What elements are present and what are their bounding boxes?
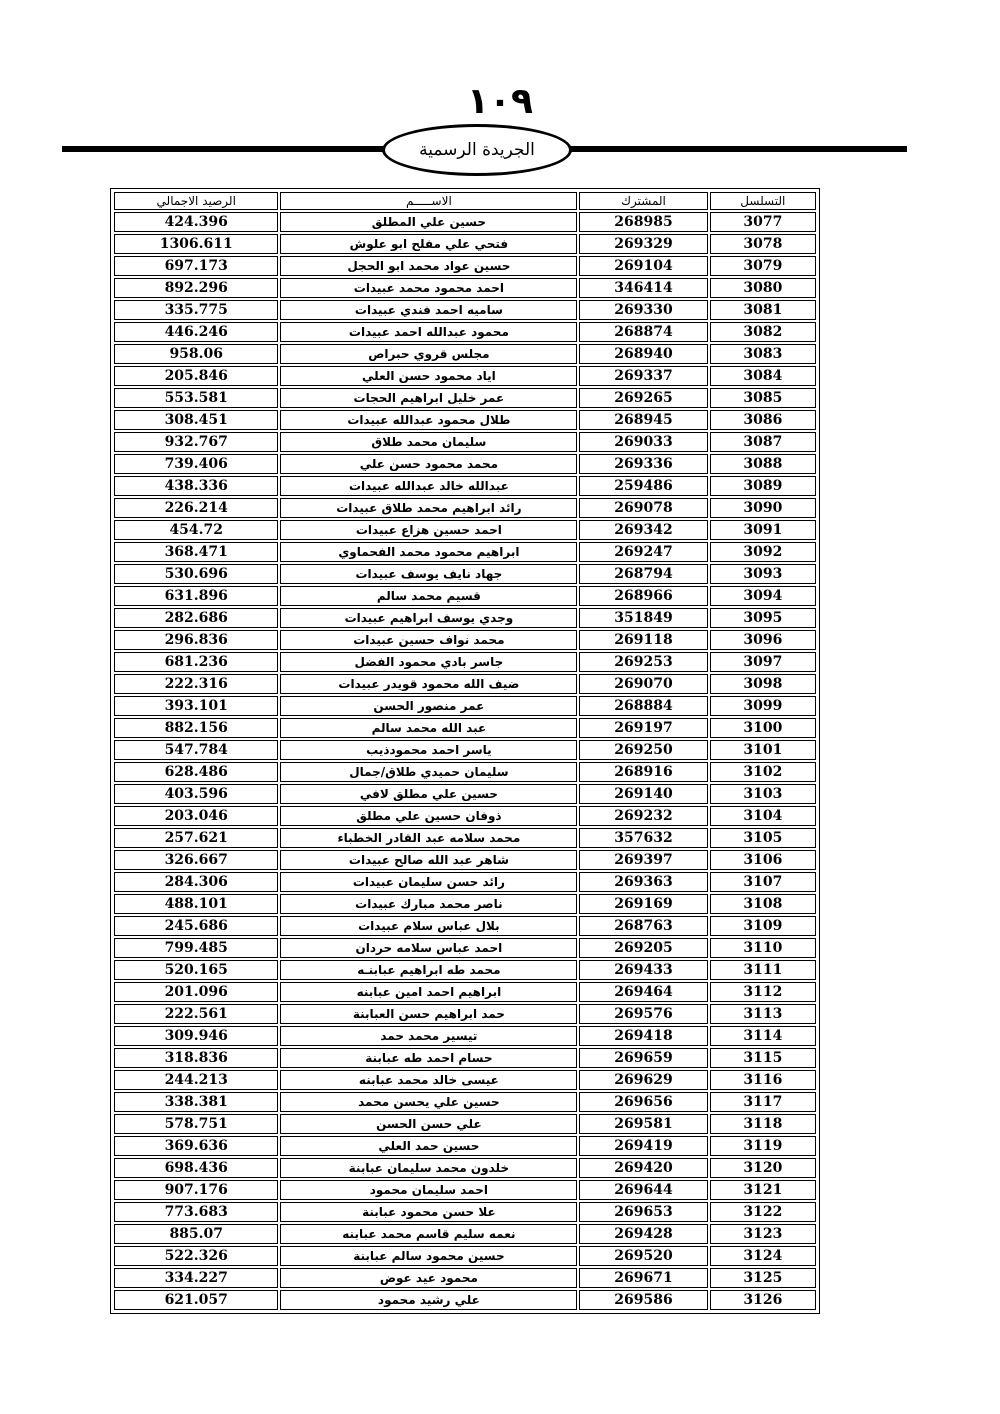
table-row — [114, 740, 816, 760]
table-row — [114, 872, 816, 892]
masthead-title: الجريدة الرسمية — [419, 140, 535, 160]
name-cell: نعمه سليم قاسم محمد عبابنه — [280, 1224, 577, 1244]
table-row — [114, 1048, 816, 1068]
name-cell: ساميه احمد فندي عبيدات — [280, 300, 577, 320]
table-row — [114, 564, 816, 584]
subscriber-cell: 268763 — [579, 916, 707, 936]
table-row — [114, 410, 816, 430]
table-row — [114, 630, 816, 650]
serial-cell: 3119 — [710, 1136, 816, 1156]
subscriber-cell: 269337 — [579, 366, 707, 386]
name-cell: ياسر احمد محمودذيب — [280, 740, 577, 760]
header-name: الاســـــم — [280, 192, 577, 210]
serial-cell: 3081 — [710, 300, 816, 320]
serial-cell: 3077 — [710, 212, 816, 232]
balance-cell: 245.686 — [114, 916, 278, 936]
balance-cell: 454.72 — [114, 520, 278, 540]
balance-cell: 205.846 — [114, 366, 278, 386]
table-row — [114, 520, 816, 540]
name-cell: رائد حسن سليمان عبيدات — [280, 872, 577, 892]
name-cell: عبد الله محمد سالم — [280, 718, 577, 738]
name-cell: جاسر بادي محمود الفضل — [280, 652, 577, 672]
subscriber-cell: 269520 — [579, 1246, 707, 1266]
balance-cell: 403.596 — [114, 784, 278, 804]
serial-cell: 3112 — [710, 982, 816, 1002]
table-row — [114, 322, 816, 342]
table-row — [114, 234, 816, 254]
serial-cell: 3089 — [710, 476, 816, 496]
name-cell: علي حسن الحسن — [280, 1114, 577, 1134]
subscriber-cell: 269330 — [579, 300, 707, 320]
serial-cell: 3098 — [710, 674, 816, 694]
serial-cell: 3126 — [710, 1290, 816, 1310]
name-cell: مجلس قروي حبراص — [280, 344, 577, 364]
page-number: ١٠٩ — [467, 81, 533, 122]
balance-cell: 958.06 — [114, 344, 278, 364]
table-row — [114, 542, 816, 562]
serial-cell: 3083 — [710, 344, 816, 364]
table-row — [114, 894, 816, 914]
subscriber-cell: 269464 — [579, 982, 707, 1002]
table-body — [114, 212, 816, 1310]
name-cell: تيسير محمد حمد — [280, 1026, 577, 1046]
subscriber-cell: 269033 — [579, 432, 707, 452]
balance-cell: 882.156 — [114, 718, 278, 738]
balance-cell: 547.784 — [114, 740, 278, 760]
table-row — [114, 1246, 816, 1266]
subscriber-cell: 269336 — [579, 454, 707, 474]
subscriber-cell: 269140 — [579, 784, 707, 804]
table-row — [114, 1224, 816, 1244]
serial-cell: 3109 — [710, 916, 816, 936]
subscriber-cell: 269418 — [579, 1026, 707, 1046]
subscriber-cell: 268884 — [579, 696, 707, 716]
serial-cell: 3100 — [710, 718, 816, 738]
header-subscriber: المشترك — [579, 192, 707, 210]
name-cell: حمد ابراهيم حسن العبابنة — [280, 1004, 577, 1024]
name-cell: حسين علي يحسن محمد — [280, 1092, 577, 1112]
balance-cell: 698.436 — [114, 1158, 278, 1178]
table-row — [114, 696, 816, 716]
table-row — [114, 982, 816, 1002]
serial-cell: 3093 — [710, 564, 816, 584]
table-row — [114, 960, 816, 980]
table-row — [114, 344, 816, 364]
name-cell: عمر منصور الحسن — [280, 696, 577, 716]
balance-cell: 318.836 — [114, 1048, 278, 1068]
subscriber-cell: 269419 — [579, 1136, 707, 1156]
serial-cell: 3088 — [710, 454, 816, 474]
table-row — [114, 718, 816, 738]
table-row — [114, 1136, 816, 1156]
serial-cell: 3087 — [710, 432, 816, 452]
serial-cell: 3078 — [710, 234, 816, 254]
serial-cell: 3104 — [710, 806, 816, 826]
serial-cell: 3085 — [710, 388, 816, 408]
name-cell: ضيف الله محمود قويدر عبيدات — [280, 674, 577, 694]
subscriber-cell: 269205 — [579, 938, 707, 958]
name-cell: حسين عواد محمد ابو الحجل — [280, 256, 577, 276]
name-cell: فتحي علي مفلح ابو علوش — [280, 234, 577, 254]
subscriber-cell: 259486 — [579, 476, 707, 496]
balance-cell: 244.213 — [114, 1070, 278, 1090]
name-cell: خلدون محمد سليمان عبابنة — [280, 1158, 577, 1178]
serial-cell: 3108 — [710, 894, 816, 914]
balance-cell: 326.667 — [114, 850, 278, 870]
balance-cell: 201.096 — [114, 982, 278, 1002]
subscriber-cell: 269420 — [579, 1158, 707, 1178]
balance-cell: 308.451 — [114, 410, 278, 430]
name-cell: جهاد نايف يوسف عبيدات — [280, 564, 577, 584]
subscriber-cell: 269653 — [579, 1202, 707, 1222]
serial-cell: 3117 — [710, 1092, 816, 1112]
table-row — [114, 1092, 816, 1112]
serial-cell: 3110 — [710, 938, 816, 958]
name-cell: حسين علي المطلق — [280, 212, 577, 232]
balance-cell: 438.336 — [114, 476, 278, 496]
header-balance: الرصيد الاجمالي — [114, 192, 278, 210]
table-row — [114, 1114, 816, 1134]
balance-cell: 1306.611 — [114, 234, 278, 254]
subscriber-cell: 346414 — [579, 278, 707, 298]
subscriber-cell: 357632 — [579, 828, 707, 848]
table-row — [114, 850, 816, 870]
balance-cell: 885.07 — [114, 1224, 278, 1244]
subscriber-cell: 268916 — [579, 762, 707, 782]
subscriber-cell: 351849 — [579, 608, 707, 628]
name-cell: طلال محمود عبدالله عبيدات — [280, 410, 577, 430]
name-cell: محمد طه ابراهيم عبابنـه — [280, 960, 577, 980]
name-cell: رائد ابراهيم محمد طلاق عبيدات — [280, 498, 577, 518]
name-cell: بلال عباس سلام عبيدات — [280, 916, 577, 936]
balance-cell: 369.636 — [114, 1136, 278, 1156]
name-cell: سليمان محمد طلاق — [280, 432, 577, 452]
balance-cell: 739.406 — [114, 454, 278, 474]
table-row — [114, 498, 816, 518]
subscriber-cell: 269656 — [579, 1092, 707, 1112]
name-cell: محمد محمود حسن علي — [280, 454, 577, 474]
subscriber-cell: 269169 — [579, 894, 707, 914]
table-header-row — [114, 192, 816, 210]
name-cell: قسيم محمد سالم — [280, 586, 577, 606]
balance-cell: 799.485 — [114, 938, 278, 958]
serial-cell: 3103 — [710, 784, 816, 804]
serial-cell: 3082 — [710, 322, 816, 342]
balance-cell: 335.775 — [114, 300, 278, 320]
subscriber-cell: 269671 — [579, 1268, 707, 1288]
balance-cell: 334.227 — [114, 1268, 278, 1288]
balance-cell: 631.896 — [114, 586, 278, 606]
serial-cell: 3094 — [710, 586, 816, 606]
serial-cell: 3114 — [710, 1026, 816, 1046]
serial-cell: 3092 — [710, 542, 816, 562]
balance-cell: 773.683 — [114, 1202, 278, 1222]
serial-cell: 3111 — [710, 960, 816, 980]
table-row — [114, 1180, 816, 1200]
table-row — [114, 300, 816, 320]
table-row — [114, 762, 816, 782]
subscriber-cell: 269576 — [579, 1004, 707, 1024]
balance-cell: 393.101 — [114, 696, 278, 716]
subscriber-cell: 268966 — [579, 586, 707, 606]
name-cell: محمود عيد عوض — [280, 1268, 577, 1288]
serial-cell: 3084 — [710, 366, 816, 386]
serial-cell: 3105 — [710, 828, 816, 848]
name-cell: شاهر عبد الله صالح عبيدات — [280, 850, 577, 870]
balance-cell: 697.173 — [114, 256, 278, 276]
balance-cell: 553.581 — [114, 388, 278, 408]
subscriber-cell: 269078 — [579, 498, 707, 518]
name-cell: علا حسن محمود عبابنة — [280, 1202, 577, 1222]
subscriber-cell: 269265 — [579, 388, 707, 408]
balance-cell: 628.486 — [114, 762, 278, 782]
name-cell: اياد محمود حسن العلي — [280, 366, 577, 386]
table-row — [114, 1026, 816, 1046]
serial-cell: 3101 — [710, 740, 816, 760]
subscriber-cell: 269581 — [579, 1114, 707, 1134]
balance-cell: 257.621 — [114, 828, 278, 848]
balance-cell: 621.057 — [114, 1290, 278, 1310]
serial-cell: 3118 — [710, 1114, 816, 1134]
name-cell: محمد نواف حسين عبيدات — [280, 630, 577, 650]
balance-cell: 368.471 — [114, 542, 278, 562]
balance-cell: 488.101 — [114, 894, 278, 914]
table-row — [114, 1202, 816, 1222]
name-cell: عمر خليل ابراهيم الحجات — [280, 388, 577, 408]
masthead-oval — [382, 124, 572, 176]
name-cell: احمد حسين هزاع عبيدات — [280, 520, 577, 540]
table-row — [114, 1004, 816, 1024]
name-cell: عيسى خالد محمد عبابنه — [280, 1070, 577, 1090]
balance-cell: 309.946 — [114, 1026, 278, 1046]
serial-cell: 3113 — [710, 1004, 816, 1024]
subscriber-cell: 269329 — [579, 234, 707, 254]
balance-cell: 282.686 — [114, 608, 278, 628]
name-cell: حسين حمد العلي — [280, 1136, 577, 1156]
subscriber-cell: 269342 — [579, 520, 707, 540]
name-cell: سليمان حميدي طلاق/جمال — [280, 762, 577, 782]
table-row — [114, 652, 816, 672]
serial-cell: 3080 — [710, 278, 816, 298]
subscriber-cell: 269644 — [579, 1180, 707, 1200]
balance-cell: 907.176 — [114, 1180, 278, 1200]
serial-cell: 3116 — [710, 1070, 816, 1090]
subscriber-cell: 268794 — [579, 564, 707, 584]
table-row — [114, 1268, 816, 1288]
table-row — [114, 586, 816, 606]
serial-cell: 3125 — [710, 1268, 816, 1288]
table-row — [114, 454, 816, 474]
table-row — [114, 674, 816, 694]
table-row — [114, 1070, 816, 1090]
table-row — [114, 1158, 816, 1178]
table-row — [114, 806, 816, 826]
name-cell: ابراهيم محمود محمد الفحماوي — [280, 542, 577, 562]
table-row — [114, 828, 816, 848]
balance-cell: 222.316 — [114, 674, 278, 694]
subscriber-cell: 269433 — [579, 960, 707, 980]
table-row — [114, 476, 816, 496]
balance-cell: 424.396 — [114, 212, 278, 232]
name-cell: احمد عباس سلامه حردان — [280, 938, 577, 958]
table-row — [114, 608, 816, 628]
balance-cell: 520.165 — [114, 960, 278, 980]
subscriber-cell: 268945 — [579, 410, 707, 430]
balance-cell: 522.326 — [114, 1246, 278, 1266]
name-cell: علي رشيد محمود — [280, 1290, 577, 1310]
subscriber-cell: 269118 — [579, 630, 707, 650]
balance-cell: 932.767 — [114, 432, 278, 452]
serial-cell: 3096 — [710, 630, 816, 650]
subscriber-cell: 269659 — [579, 1048, 707, 1068]
subscriber-cell: 269197 — [579, 718, 707, 738]
name-cell: ناصر محمد مبارك عبيدات — [280, 894, 577, 914]
balance-cell: 892.296 — [114, 278, 278, 298]
subscriber-cell: 268985 — [579, 212, 707, 232]
subscriber-cell: 269629 — [579, 1070, 707, 1090]
subscriber-cell: 269070 — [579, 674, 707, 694]
balance-cell: 226.214 — [114, 498, 278, 518]
name-cell: ابراهيم احمد امين عبابنه — [280, 982, 577, 1002]
serial-cell: 3120 — [710, 1158, 816, 1178]
subscriber-cell: 269428 — [579, 1224, 707, 1244]
serial-cell: 3115 — [710, 1048, 816, 1068]
header-serial: التسلسل — [710, 192, 816, 210]
name-cell: وجدي يوسف ابراهيم عبيدات — [280, 608, 577, 628]
serial-cell: 3097 — [710, 652, 816, 672]
serial-cell: 3086 — [710, 410, 816, 430]
serial-cell: 3124 — [710, 1246, 816, 1266]
table-row — [114, 916, 816, 936]
subscriber-cell: 269232 — [579, 806, 707, 826]
subscriber-cell: 269363 — [579, 872, 707, 892]
serial-cell: 3090 — [710, 498, 816, 518]
table-row — [114, 366, 816, 386]
subscriber-cell: 269253 — [579, 652, 707, 672]
subscriber-cell: 268874 — [579, 322, 707, 342]
name-cell: حسين علي مطلق لافي — [280, 784, 577, 804]
subscriber-cell: 268940 — [579, 344, 707, 364]
subscriber-cell: 269250 — [579, 740, 707, 760]
subscriber-cell: 269247 — [579, 542, 707, 562]
balance-cell: 222.561 — [114, 1004, 278, 1024]
name-cell: احمد محمود محمد عبيدات — [280, 278, 577, 298]
serial-cell: 3079 — [710, 256, 816, 276]
serial-cell: 3106 — [710, 850, 816, 870]
serial-cell: 3091 — [710, 520, 816, 540]
serial-cell: 3102 — [710, 762, 816, 782]
table-row — [114, 388, 816, 408]
serial-cell: 3099 — [710, 696, 816, 716]
balance-cell: 681.236 — [114, 652, 278, 672]
subscriber-cell: 269397 — [579, 850, 707, 870]
table-row — [114, 256, 816, 276]
table-row — [114, 278, 816, 298]
name-cell: احمد سليمان محمود — [280, 1180, 577, 1200]
name-cell: حسام احمد طه عبابنة — [280, 1048, 577, 1068]
subscribers-table — [110, 188, 820, 1314]
balance-cell: 338.381 — [114, 1092, 278, 1112]
balance-cell: 203.046 — [114, 806, 278, 826]
serial-cell: 3122 — [710, 1202, 816, 1222]
serial-cell: 3107 — [710, 872, 816, 892]
table-row — [114, 784, 816, 804]
name-cell: حسين محمود سالم عبابنة — [280, 1246, 577, 1266]
balance-cell: 578.751 — [114, 1114, 278, 1134]
balance-cell: 284.306 — [114, 872, 278, 892]
name-cell: عبدالله خالد عبدالله عبيدات — [280, 476, 577, 496]
table-row — [114, 432, 816, 452]
serial-cell: 3095 — [710, 608, 816, 628]
name-cell: محمود عبدالله احمد عبيدات — [280, 322, 577, 342]
table-row — [114, 1290, 816, 1310]
subscriber-cell: 269586 — [579, 1290, 707, 1310]
table-row — [114, 212, 816, 232]
balance-cell: 530.696 — [114, 564, 278, 584]
name-cell: ذوفان حسين علي مطلق — [280, 806, 577, 826]
serial-cell: 3123 — [710, 1224, 816, 1244]
balance-cell: 296.836 — [114, 630, 278, 650]
subscriber-cell: 269104 — [579, 256, 707, 276]
table-row — [114, 938, 816, 958]
serial-cell: 3121 — [710, 1180, 816, 1200]
balance-cell: 446.246 — [114, 322, 278, 342]
name-cell: محمد سلامه عبد القادر الخطباء — [280, 828, 577, 848]
